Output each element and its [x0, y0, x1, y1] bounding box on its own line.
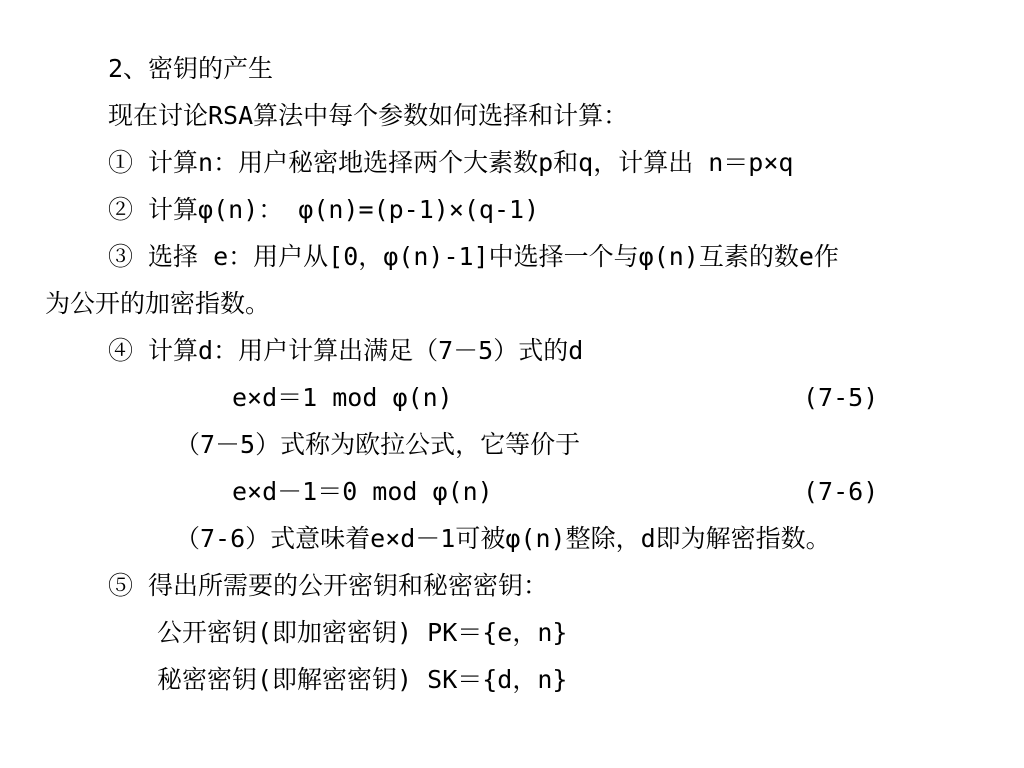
private-key-line: 秘密密钥(即解密密钥) SK＝{d，n} — [157, 665, 568, 694]
divisibility-note: （7-6）式意味着e×d－1可被φ(n)整除，d即为解密指数。 — [175, 524, 831, 553]
equation-7-6: e×d－1＝0 mod φ(n) — [232, 477, 493, 506]
equation-number-7-6: (7-6) — [803, 477, 879, 506]
equation-7-5: e×d＝1 mod φ(n) — [232, 383, 453, 412]
euler-note: （7－5）式称为欧拉公式，它等价于 — [175, 430, 581, 459]
public-key-line: 公开密钥(即加密密钥) PK＝{e，n} — [157, 618, 568, 647]
step-5-line: ⑤ 得出所需要的公开密钥和秘密密钥： — [108, 571, 549, 600]
step-3-continuation: 为公开的加密指数。 — [45, 289, 271, 318]
equation-number-7-5: (7-5) — [803, 383, 879, 412]
section-heading: 2、密钥的产生 — [108, 54, 274, 83]
step-3-line: ③ 选择 e：用户从[0，φ(n)-1]中选择一个与φ(n)互素的数e作 — [108, 242, 839, 271]
step-4-line: ④ 计算d：用户计算出满足（7－5）式的d — [108, 336, 584, 365]
step-1-line: ① 计算n：用户秘密地选择两个大素数p和q，计算出 n＝p×q — [108, 148, 794, 177]
intro-line: 现在讨论RSA算法中每个参数如何选择和计算： — [108, 101, 629, 130]
step-2-line: ② 计算φ(n)： φ(n)=(p-1)×(q-1) — [108, 195, 540, 224]
